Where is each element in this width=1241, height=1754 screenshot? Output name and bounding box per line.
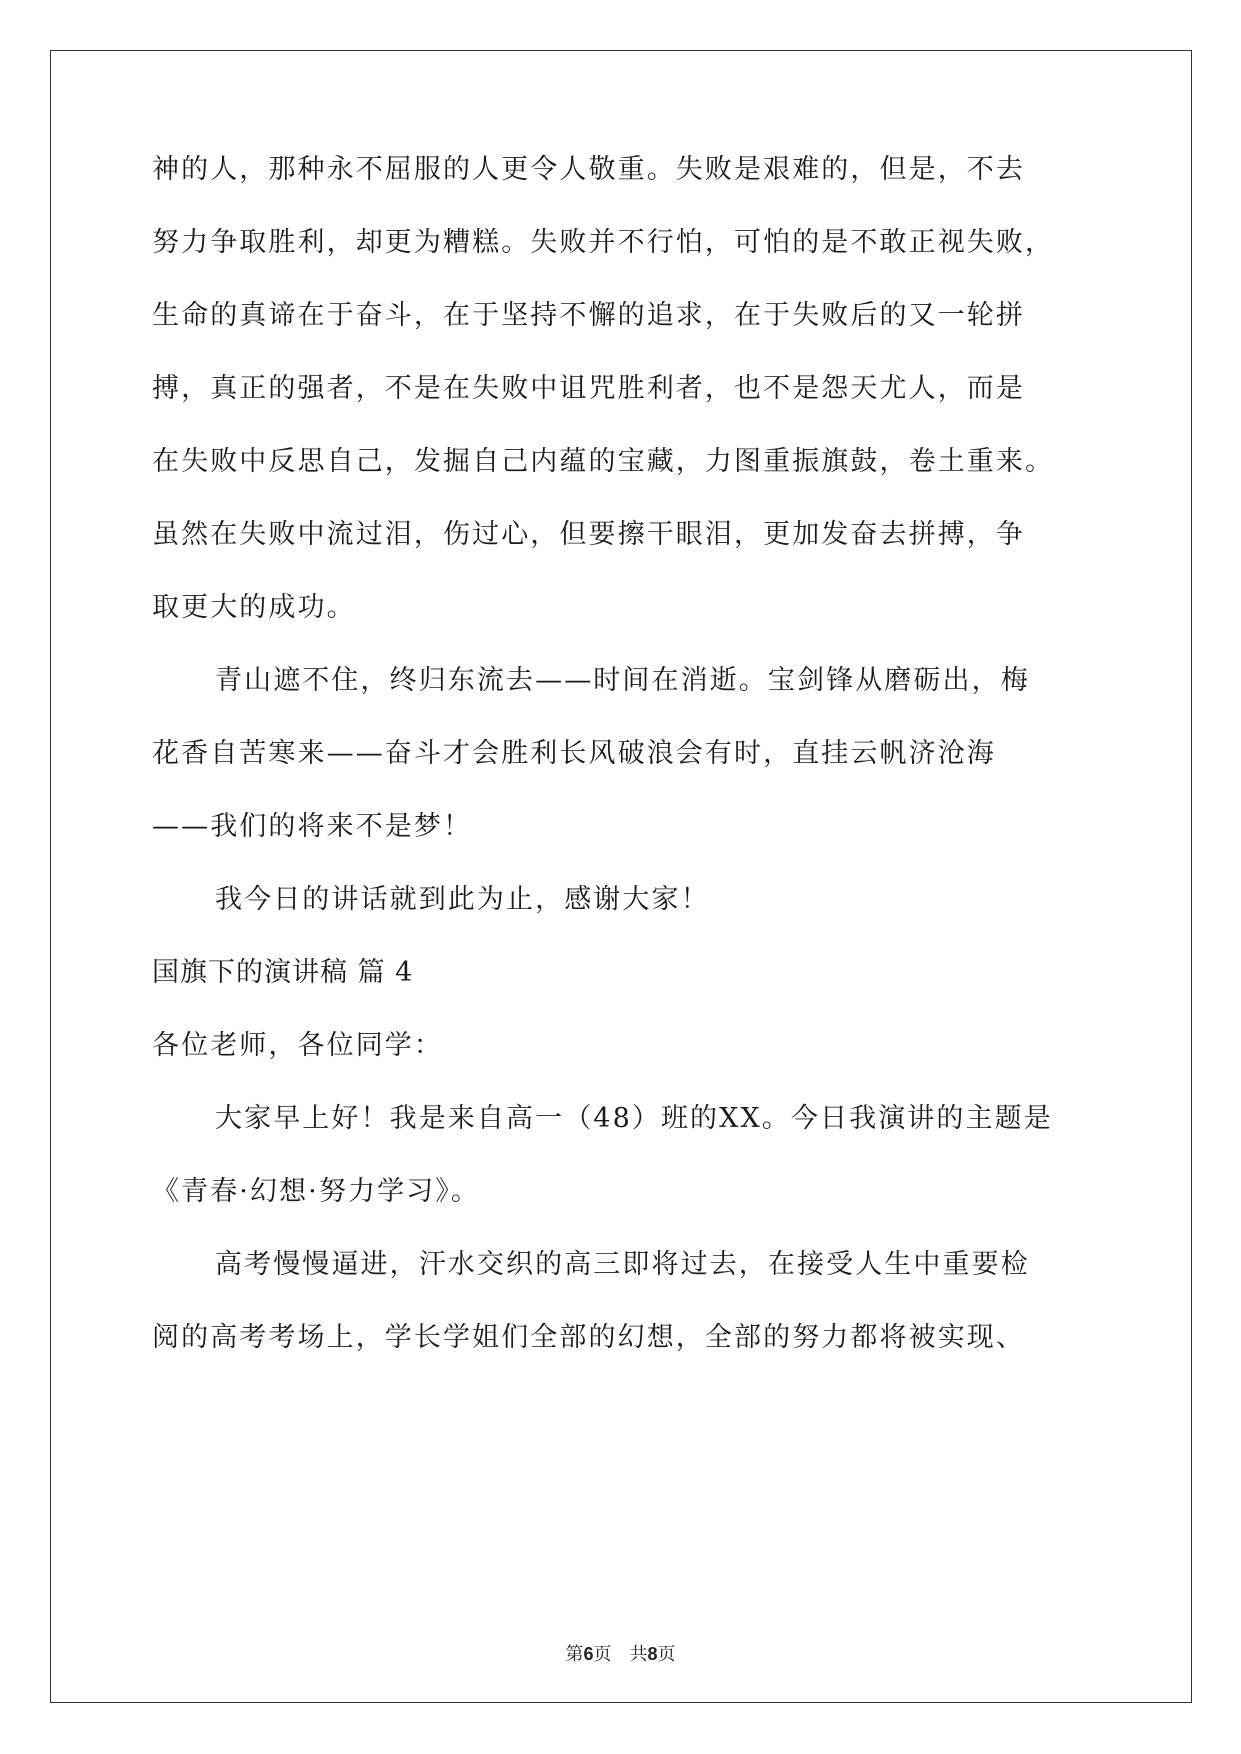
section-heading: 国旗下的演讲稿 篇 4 [152, 957, 414, 988]
page-number-footer [0, 1642, 1241, 1667]
body-line: 搏，真正的强者，不是在失败中诅咒胜利者，也不是怨天尤人，而是 [152, 373, 1025, 404]
page-prefix: 第 [565, 1644, 584, 1665]
body-line: ——我们的将来不是梦！ [152, 811, 473, 842]
salutation: 各位老师，各位同学： [152, 1030, 443, 1061]
body-line: 生命的真谛在于奋斗，在于坚持不懈的追求，在于失败后的又一轮拼 [152, 300, 1025, 331]
body-line: 取更大的成功。 [152, 592, 356, 623]
page-mid: 页 共 [593, 1644, 648, 1665]
current-page-number: 6 [583, 1644, 594, 1664]
page-suffix: 页 [657, 1644, 676, 1665]
body-line: 虽然在失败中流过泪，伤过心，但要擦干眼泪，更加发奋去拼搏，争 [152, 519, 1025, 550]
paragraph-start-line: 青山遮不住，终归东流去——时间在消逝。宝剑锋从磨砺出，梅 [215, 665, 1030, 696]
body-line: 《青春·幻想·努力学习》。 [152, 1176, 480, 1207]
paragraph-start-line: 高考慢慢逼进，汗水交织的高三即将过去，在接受人生中重要检 [215, 1249, 1030, 1280]
total-page-number: 8 [647, 1644, 658, 1664]
paragraph-start-line: 我今日的讲话就到此为止，感谢大家！ [215, 884, 710, 915]
body-line: 神的人，那种永不屈服的人更令人敬重。失败是艰难的，但是，不去 [152, 154, 1025, 185]
body-line: 努力争取胜利，却更为糟糕。失败并不行怕，可怕的是不敢正视失败， [152, 227, 1055, 258]
body-line: 在失败中反思自己，发掘自己内蕴的宝藏，力图重振旗鼓，卷土重来。 [152, 446, 1055, 477]
paragraph-start-line: 大家早上好！我是来自高一（48）班的XX。今日我演讲的主题是 [215, 1103, 1053, 1134]
body-line: 花香自苦寒来——奋斗才会胜利长风破浪会有时，直挂云帆济沧海 [152, 738, 996, 769]
body-line: 阅的高考考场上，学长学姐们全部的幻想，全部的努力都将被实现、 [152, 1322, 1025, 1353]
